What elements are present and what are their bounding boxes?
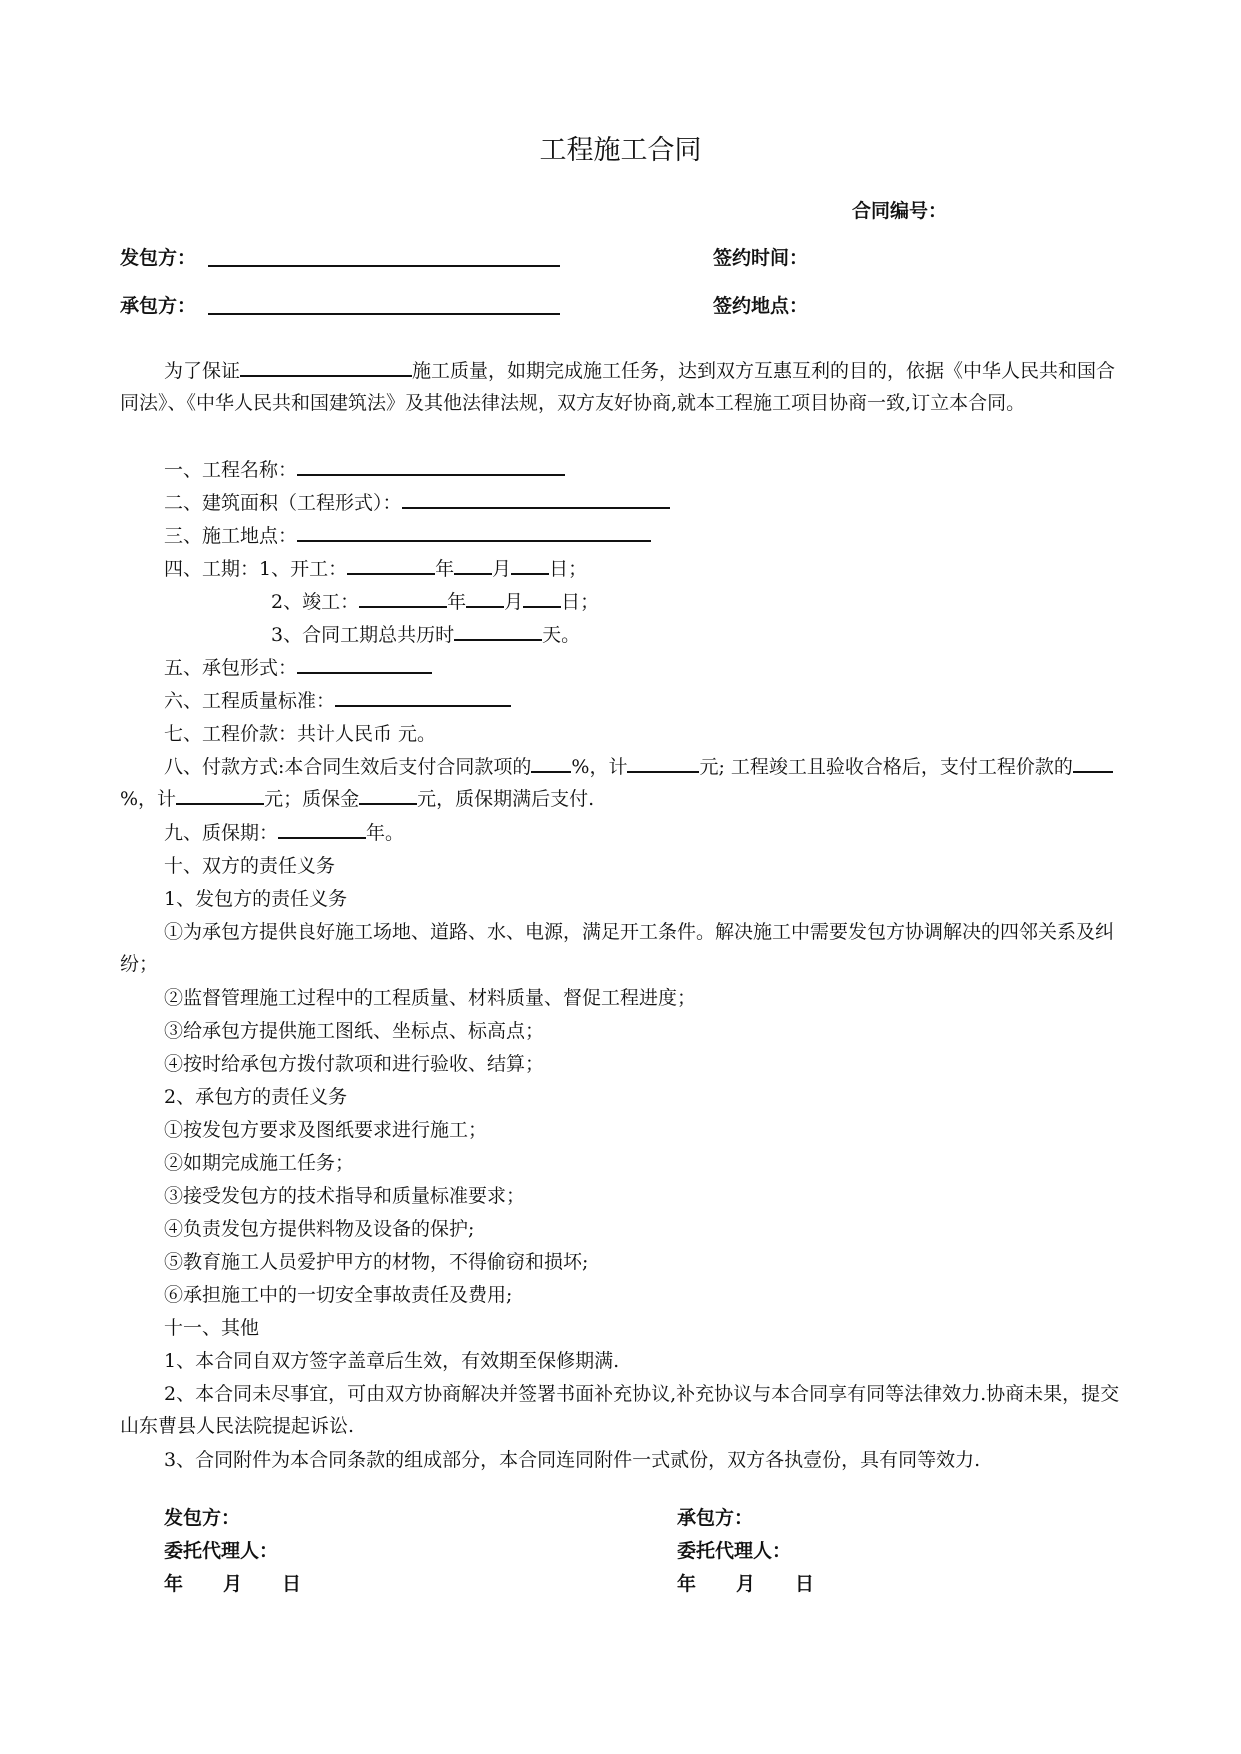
end-year-blank[interactable] bbox=[359, 586, 447, 608]
party-b-blank[interactable] bbox=[208, 313, 560, 315]
first-payment-percent-blank[interactable] bbox=[531, 751, 571, 773]
duration-days-blank[interactable] bbox=[454, 619, 542, 641]
party-b-label: 承包方： bbox=[120, 295, 197, 317]
contract-form-blank[interactable] bbox=[297, 652, 432, 674]
party-a-blank[interactable] bbox=[208, 265, 560, 267]
clause-11: 十一、其他 bbox=[164, 1317, 260, 1339]
clause-11-item: 3、合同附件为本合同条款的组成部分，本合同连同附件一式贰份，双方各执壹份，具有同等效力. bbox=[164, 1449, 981, 1471]
clause-10-1-item: ④按时给承包方拨付款项和进行验收、结算； bbox=[164, 1053, 545, 1075]
clause-4-end: 2、竣工： 年 月 日； bbox=[271, 586, 599, 618]
start-year-blank[interactable] bbox=[347, 553, 435, 575]
clause-5: 五、承包形式： bbox=[164, 652, 432, 684]
start-day-blank[interactable] bbox=[511, 553, 549, 575]
clause-10-2-item: ⑥承担施工中的一切安全事故责任及费用; bbox=[164, 1284, 513, 1306]
clause-4-start: 四、工期：1、开工： 年 月 日； bbox=[164, 553, 587, 585]
clause-4-duration: 3、合同工期总共历时 天。 bbox=[271, 619, 580, 651]
building-area-blank[interactable] bbox=[402, 487, 670, 509]
sign-party-b-agent-label: 委托代理人： bbox=[677, 1540, 792, 1562]
clause-8: 八、付款方式:本合同生效后支付合同款项的 %，计 元; 工程竣工且验收合格后，支付工程价款的%，计 元；质保金 元，质保期满后支付. bbox=[120, 751, 1120, 815]
contract-no-label: 合同编号： bbox=[852, 200, 948, 222]
sign-place-label: 签约地点： bbox=[713, 295, 809, 317]
warranty-years-blank[interactable] bbox=[278, 817, 366, 839]
clause-2: 二、建筑面积（工程形式）： bbox=[164, 487, 670, 519]
project-name-blank[interactable] bbox=[297, 454, 565, 476]
quality-standard-blank[interactable] bbox=[335, 685, 511, 707]
document-title: 工程施工合同 bbox=[539, 135, 702, 166]
site-location-blank[interactable] bbox=[297, 520, 651, 542]
clause-10-1-item: ①为承包方提供良好施工场地、道路、水、电源，满足开工条件。解决施工中需要发包方协调解决的四邻关系及纠纷； bbox=[120, 921, 1115, 975]
end-month-blank[interactable] bbox=[466, 586, 504, 608]
project-blank[interactable] bbox=[240, 355, 412, 377]
final-payment-amount-blank[interactable] bbox=[176, 783, 264, 805]
clause-10-2-item: ③接受发包方的技术指导和质量标准要求； bbox=[164, 1185, 526, 1207]
first-payment-amount-blank[interactable] bbox=[627, 751, 699, 773]
clause-11-item: 2、本合同未尽事宜，可由双方协商解决并签署书面补充协议,补充协议与本合同享有同等法律效力.协商未果，提交山东曹县人民法院提起诉讼. bbox=[120, 1383, 1120, 1437]
clause-10-1-item: ③给承包方提供施工图纸、坐标点、标高点； bbox=[164, 1020, 545, 1042]
clause-10-2-item: ①按发包方要求及图纸要求进行施工； bbox=[164, 1119, 488, 1141]
sign-party-a-label: 发包方： bbox=[164, 1507, 241, 1529]
clause-1: 一、工程名称： bbox=[164, 454, 565, 486]
clause-10-2: 2、承包方的责任义务 bbox=[164, 1086, 348, 1108]
clause-10-1: 1、发包方的责任义务 bbox=[164, 888, 348, 910]
clause-10-2-item: ④负责发包方提供料物及设备的保护; bbox=[164, 1218, 475, 1240]
clause-7: 七、工程价款：共计人民币 元。 bbox=[164, 723, 437, 745]
sign-party-b-date: 年 月 日 bbox=[677, 1573, 815, 1595]
clause-9: 九、质保期： 年。 bbox=[164, 817, 404, 849]
clause-3: 三、施工地点： bbox=[164, 520, 651, 552]
sign-party-b-label: 承包方： bbox=[677, 1507, 754, 1529]
sign-party-a-date: 年 月 日 bbox=[164, 1573, 302, 1595]
clause-6: 六、工程质量标准： bbox=[164, 685, 511, 717]
start-month-blank[interactable] bbox=[454, 553, 492, 575]
final-payment-percent-blank[interactable] bbox=[1073, 751, 1113, 773]
sign-party-a-agent-label: 委托代理人： bbox=[164, 1540, 279, 1562]
party-a-label: 发包方： bbox=[120, 247, 197, 269]
sign-time-label: 签约时间： bbox=[713, 247, 809, 269]
clause-10: 十、双方的责任义务 bbox=[164, 855, 336, 877]
clause-10-2-item: ②如期完成施工任务； bbox=[164, 1152, 355, 1174]
intro-paragraph: 为了保证 施工质量，如期完成施工任务，达到双方互惠互利的目的，依据《中华人民共和国合同法》、《中华人民共和国建筑法》及其他法律法规，双方友好协商,就本工程施工项目协商一致,订立本合同。 bbox=[120, 355, 1120, 419]
end-day-blank[interactable] bbox=[523, 586, 561, 608]
clause-11-item: 1、本合同自双方签字盖章后生效，有效期至保修期满. bbox=[164, 1350, 620, 1372]
clause-10-1-item: ②监督管理施工过程中的工程质量、材料质量、督促工程进度； bbox=[164, 987, 697, 1009]
clause-10-2-item: ⑤教育施工人员爱护甲方的材物，不得偷窃和损坏; bbox=[164, 1251, 589, 1273]
retention-amount-blank[interactable] bbox=[359, 783, 417, 805]
